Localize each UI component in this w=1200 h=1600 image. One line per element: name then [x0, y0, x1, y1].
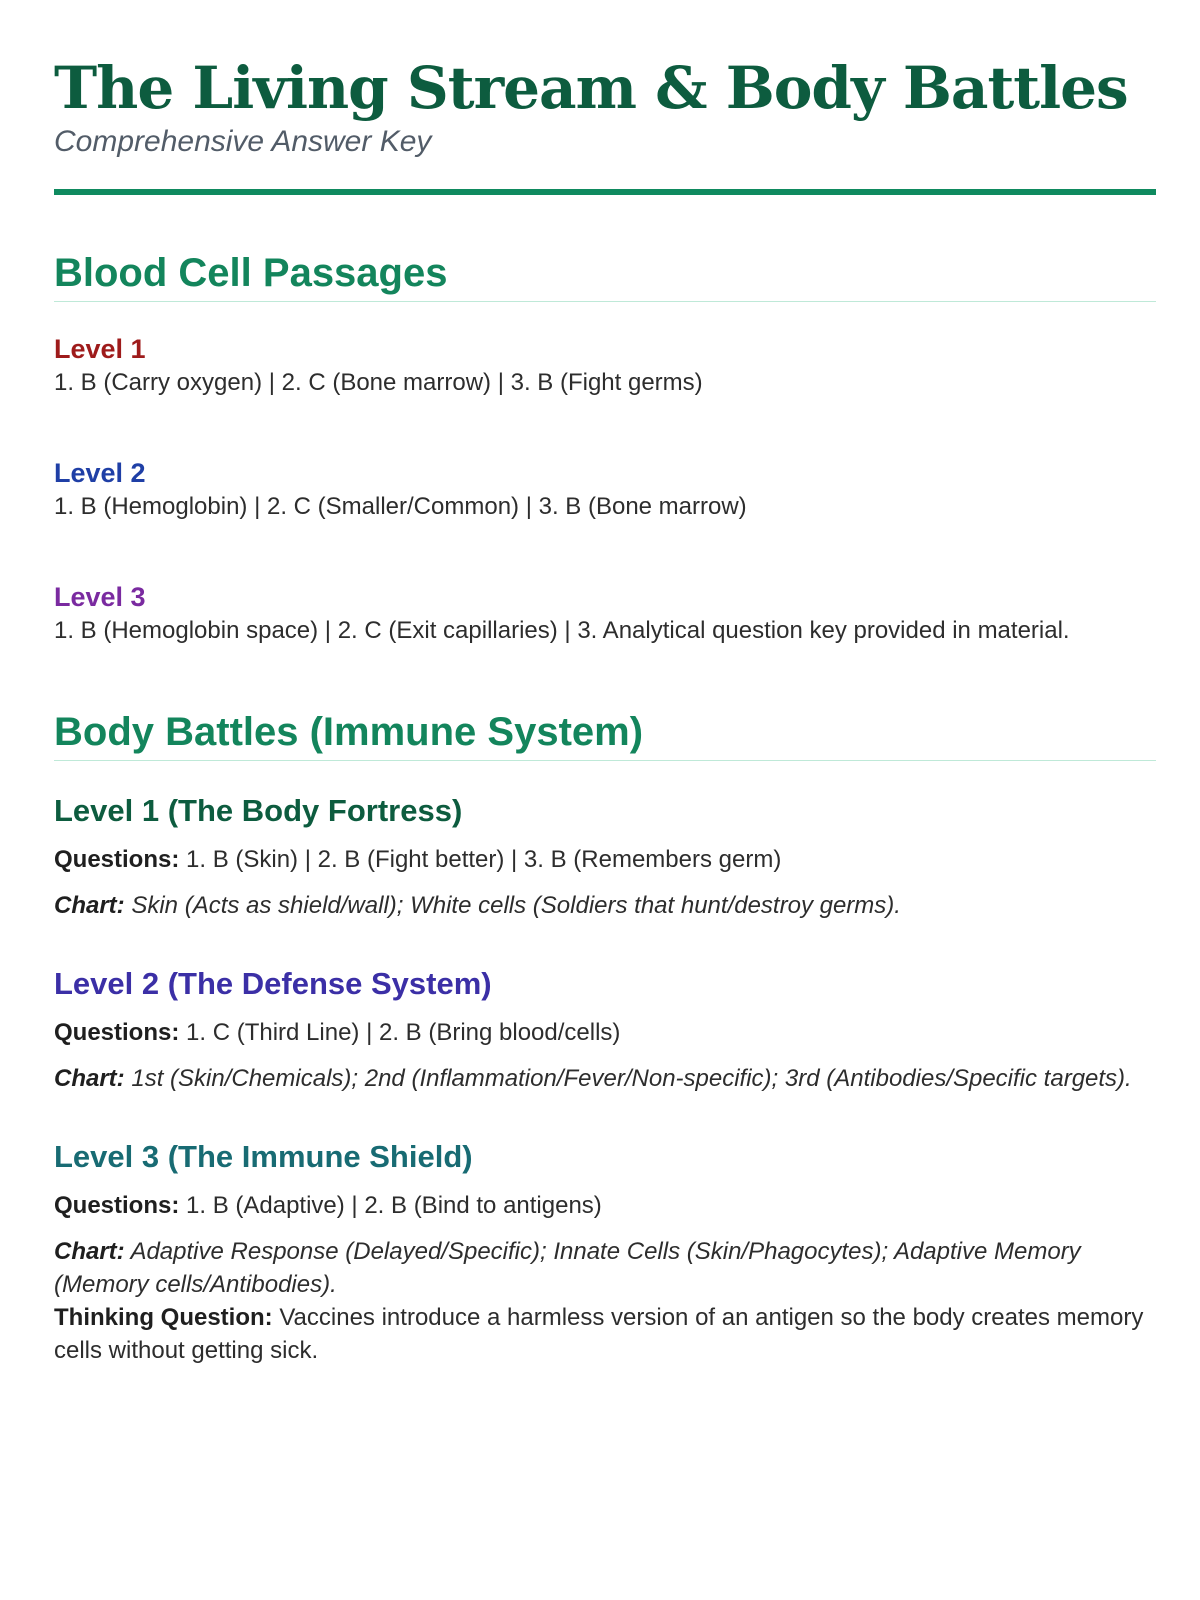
chart-label: Chart:	[54, 1065, 125, 1092]
section-title-blood: Blood Cell Passages	[54, 251, 448, 295]
section-title-immune: Body Battles (Immune System)	[54, 710, 644, 754]
questions-line	[54, 843, 1156, 877]
answer-key-page	[54, 52, 1156, 1367]
chart-label: Chart:	[54, 1238, 125, 1265]
chart-line	[54, 1235, 1156, 1301]
chart-line	[54, 889, 1156, 922]
blood-cell-section	[54, 249, 1156, 648]
thinking-label: Thinking Question:	[54, 1304, 273, 1331]
immune-level-3	[54, 1137, 1156, 1367]
immune-level-2	[54, 964, 1156, 1095]
chart-answers: Adaptive Response (Delayed/Specific); Innate Cells (Skin/Phagocytes); Adaptive Memory (Memory cells/Antibodies).	[54, 1238, 1081, 1298]
questions-answers: 1. C (Third Line) | 2. B (Bring blood/cells)	[186, 1019, 621, 1046]
level-label: Level 3	[54, 582, 146, 612]
level-label: Level 2	[54, 458, 146, 488]
level-title: Level 2 (The Defense System)	[54, 966, 492, 1001]
questions-answers: 1. B (Skin) | 2. B (Fight better) | 3. B (Remembers germ)	[186, 846, 782, 873]
chart-label: Chart:	[54, 892, 125, 919]
thinking-question-line	[54, 1301, 1156, 1367]
questions-label: Questions:	[54, 1192, 180, 1219]
level-title: Level 3 (The Immune Shield)	[54, 1139, 473, 1174]
questions-line	[54, 1016, 1156, 1050]
questions-line	[54, 1189, 1156, 1223]
immune-system-section	[54, 708, 1156, 1367]
section-divider	[54, 301, 1156, 302]
blood-level-3	[54, 580, 1156, 648]
page-subtitle: Comprehensive Answer Key	[54, 125, 432, 158]
chart-line	[54, 1062, 1156, 1095]
questions-label: Questions:	[54, 846, 180, 873]
thinking-answer: Vaccines introduce a harmless version of an antigen so the body creates memory cells without getting sick.	[54, 1304, 1144, 1364]
level-answers: 1. B (Carry oxygen) | 2. C (Bone marrow) | 3. B (Fight germs)	[54, 369, 703, 396]
blood-level-2	[54, 456, 1156, 524]
questions-answers: 1. B (Adaptive) | 2. B (Bind to antigens)	[186, 1192, 602, 1219]
page-title: The Living Stream & Body Battles	[54, 54, 1128, 122]
level-answers: 1. B (Hemoglobin) | 2. C (Smaller/Common) | 3. B (Bone marrow)	[54, 493, 747, 520]
title-divider	[54, 189, 1156, 195]
section-divider	[54, 760, 1156, 761]
level-title: Level 1 (The Body Fortress)	[54, 793, 463, 828]
chart-answers: Skin (Acts as shield/wall); White cells (Soldiers that hunt/destroy germs).	[131, 892, 901, 919]
level-label: Level 1	[54, 334, 146, 364]
level-answers: 1. B (Hemoglobin space) | 2. C (Exit capillaries) | 3. Analytical question key provided in material.	[54, 617, 1070, 644]
questions-label: Questions:	[54, 1019, 180, 1046]
chart-answers: 1st (Skin/Chemicals); 2nd (Inflammation/Fever/Non-specific); 3rd (Antibodies/Specific targets).	[131, 1065, 1132, 1092]
blood-level-1	[54, 332, 1156, 400]
immune-level-1	[54, 791, 1156, 922]
